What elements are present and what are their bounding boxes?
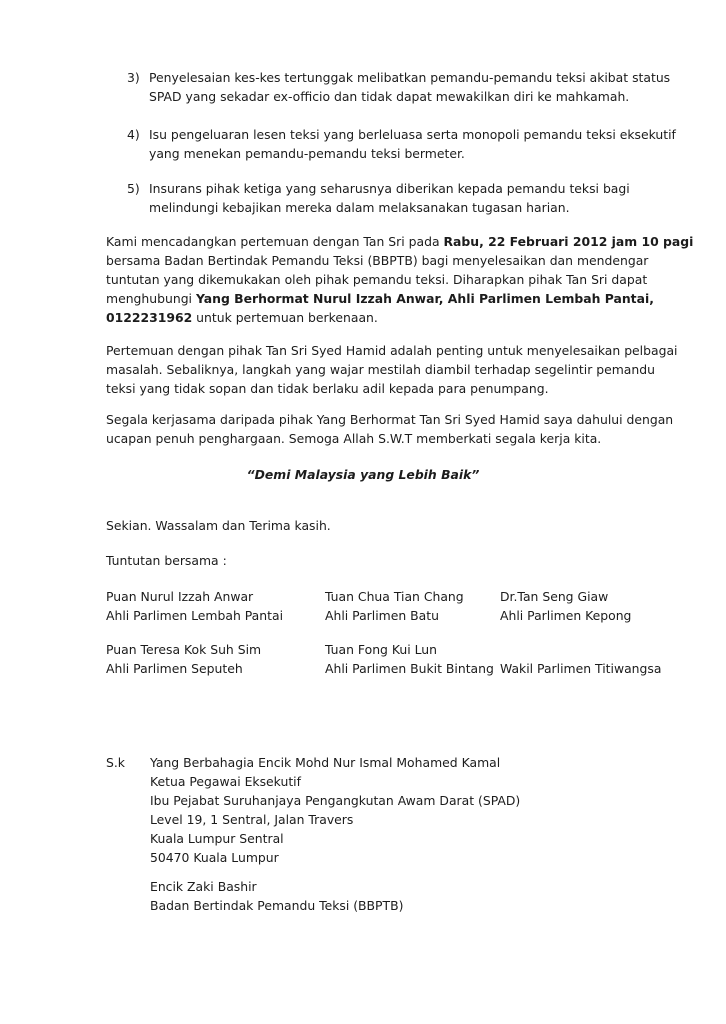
list-number: 5) [127, 181, 140, 196]
signatory-name [500, 640, 661, 659]
paragraph-line [106, 308, 378, 327]
cc-label: S.k [106, 755, 125, 770]
motto: “Demi Malaysia yang Lebih Baik” [246, 467, 480, 482]
signatory [106, 587, 283, 625]
signatory [106, 640, 261, 678]
signatory [325, 587, 464, 625]
contact-phone: 0122231962 [106, 310, 193, 325]
signatory-title: Ahli Parlimen Kepong [500, 608, 632, 623]
text-span: menghubungi [106, 291, 196, 306]
signatory-title: Ahli Parlimen Bukit Bintang [325, 661, 494, 676]
list-text-line: yang menekan pemandu-pemandu teksi bermeter. [149, 146, 465, 161]
paragraph-line [106, 289, 654, 308]
paragraph-line: bersama Badan Bertindak Pemandu Teksi (BBPTB) bagi menyelesaikan dan mendengar [106, 253, 649, 268]
address-line: Ketua Pegawai Eksekutif [150, 774, 301, 789]
paragraph-line: ucapan penuh penghargaan. Semoga Allah S.W.T memberkati segala kerja kita. [106, 431, 602, 446]
list-text-line: Isu pengeluaran lesen teksi yang berleluasa serta monopoli pemandu teksi eksekutif [149, 127, 676, 142]
contact-name: Yang Berhormat Nurul Izzah Anwar, Ahli Parlimen Lembah Pantai, [195, 291, 654, 306]
closing-line: Sekian. Wassalam dan Terima kasih. [106, 518, 331, 533]
signatory [325, 640, 494, 678]
address-line: Ibu Pejabat Suruhanjaya Pengangkutan Awam Darat (SPAD) [150, 793, 521, 808]
paragraph-line: masalah. Sebaliknya, langkah yang wajar mestilah diambil terhadap segelintir pemandu [106, 362, 655, 377]
list-text-line: SPAD yang sekadar ex-officio dan tidak dapat mewakilkan diri ke mahkamah. [149, 89, 630, 104]
paragraph-line: Segala kerjasama daripada pihak Yang Berhormat Tan Sri Syed Hamid saya dahului dengan [106, 412, 674, 427]
address-line: Level 19, 1 Sentral, Jalan Travers [150, 812, 354, 827]
paragraph-line [106, 232, 693, 251]
signatory-title: Ahli Parlimen Batu [325, 608, 439, 623]
address-line: Badan Bertindak Pemandu Teksi (BBPTB) [150, 898, 404, 913]
list-number: 4) [127, 127, 140, 142]
cc-recipient-1 [150, 753, 520, 867]
list-text-line: Penyelesaian kes-kes tertunggak melibatkan pemandu-pemandu teksi akibat status [149, 70, 671, 85]
list-text-line: Insurans pihak ketiga yang seharusnya diberikan kepada pemandu teksi bagi [149, 181, 630, 196]
cc-recipient-2 [150, 877, 403, 915]
address-line: Encik Zaki Bashir [150, 879, 257, 894]
signatory-name: Tuan Chua Tian Chang [325, 589, 464, 604]
signatory [500, 587, 631, 625]
text-span: Kami mencadangkan pertemuan dengan Tan Sri pada [106, 234, 444, 249]
meeting-date: Rabu, 22 Februari 2012 jam 10 pagi [443, 234, 694, 249]
address-line: 50470 Kuala Lumpur [150, 850, 279, 865]
signatory [500, 640, 661, 678]
tuntutan-label: Tuntutan bersama : [106, 553, 227, 568]
signatory-title: Wakil Parlimen Titiwangsa [500, 661, 662, 676]
signatory-name: Puan Nurul Izzah Anwar [106, 589, 254, 604]
paragraph-line: teksi yang tidak sopan dan tidak berlaku adil kepada para penumpang. [106, 381, 549, 396]
address-line: Kuala Lumpur Sentral [150, 831, 284, 846]
list-text-line: melindungi kebajikan mereka dalam melaksanakan tugasan harian. [149, 200, 570, 215]
signatory-name: Tuan Fong Kui Lun [325, 642, 437, 657]
paragraph-line: tuntutan yang dikemukakan oleh pihak pemandu teksi. Diharapkan pihak Tan Sri dapat [106, 272, 648, 287]
address-line: Yang Berbahagia Encik Mohd Nur Ismal Mohamed Kamal [150, 755, 501, 770]
signatory-name: Puan Teresa Kok Suh Sim [106, 642, 262, 657]
text-span: untuk pertemuan berkenaan. [192, 310, 378, 325]
paragraph-line: Pertemuan dengan pihak Tan Sri Syed Hamid adalah penting untuk menyelesaikan pelbagai [106, 343, 678, 358]
signatory-title: Ahli Parlimen Lembah Pantai [106, 608, 284, 623]
signatory-name: Dr.Tan Seng Giaw [500, 589, 609, 604]
list-number: 3) [127, 70, 140, 85]
signatory-title: Ahli Parlimen Seputeh [106, 661, 243, 676]
